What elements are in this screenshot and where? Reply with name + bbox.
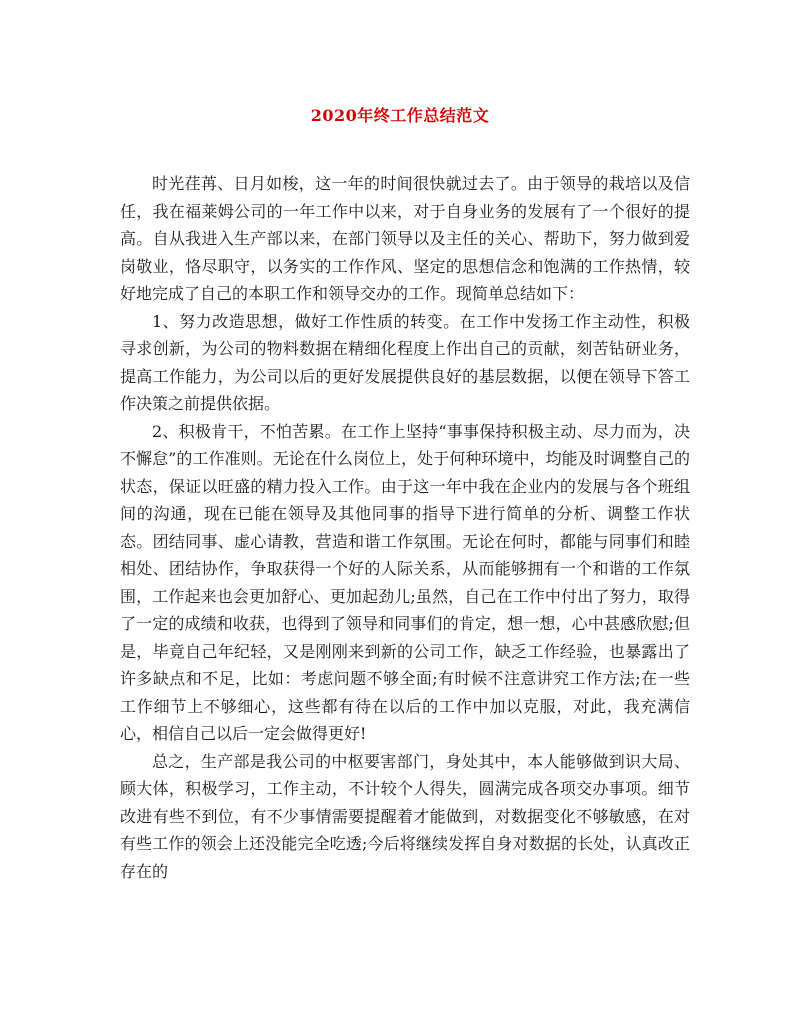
paragraph-point-2: 2、积极肯干，不怕苦累。在工作上坚持“事事保持积极主动、尽力而为，决不懈怠”的工作准则。无论在什么岗位上，处于何种环境中，均能及时调整自己的状态，保证以旺盛的精力投入工作。由于这一年中我在企业内的发展与各个班组间的沟通，现在已能在领导及其他同事的指导下进行简单的分析、调整工作状态。团结同事、虚心请教，营造和谐工作氛围。无论在何时，都能与同事们和睦相处、团结协作，争取获得一个好的人际关系，从而能够拥有一个和谐的工作氛围，工作起来也会更加舒心、更加起劲儿;虽然，自己在工作中付出了努力，取得了一定的成绩和收获，也得到了领导和同事们的肯定，想一想，心中甚感欣慰;但是，毕竟自己年纪轻，又是刚刚来到新的公司工作，缺乏工作经验，也暴露出了许多缺点和不足，比如：考虑问题不够全面;有时候不注意讲究工作方法;在一些工作细节上不够细心，这些都有待在以后的工作中加以克服，对此，我充满信心，相信自己以后一定会做得更好!: [120, 421, 690, 743]
paragraph-intro: 时光荏苒、日月如梭，这一年的时间很快就过去了。由于领导的栽培以及信任，我在福莱姆公司的一年工作中以来，对于自身业务的发展有了一个很好的提高。自从我进入生产部以来，在部门领导以及主任的关心、帮助下，努力做到爱岗敬业，恪尽职守，以务实的工作作风、坚定的思想信念和饱满的工作热情，较好地完成了自己的本职工作和领导交办的工作。现简单总结如下：: [120, 174, 690, 303]
document-body: [120, 170, 690, 885]
paragraph-point-1: 1、努力改造思想，做好工作性质的转变。在工作中发扬工作主动性，积极寻求创新，为公司的物料数据在精细化程度上作出自己的贡献，刻苦钻研业务，提高工作能力，为公司以后的更好发展提供良好的基层数据，以便在领导下答工作决策之前提供依据。: [120, 311, 690, 413]
paragraph-summary: 总之，生产部是我公司的中枢要害部门，身处其中，本人能够做到识大局、顾大体，积极学习，工作主动，不计较个人得失，圆满完成各项交办事项。细节改进有些不到位，有不少事情需要提醒着才能做到，对数据变化不够敏感，在对有些工作的领会上还没能完全吃透;今后将继续发挥自身对数据的长处，认真改正存在的: [120, 751, 690, 881]
document-title: 2020年终工作总结范文: [310, 106, 490, 125]
